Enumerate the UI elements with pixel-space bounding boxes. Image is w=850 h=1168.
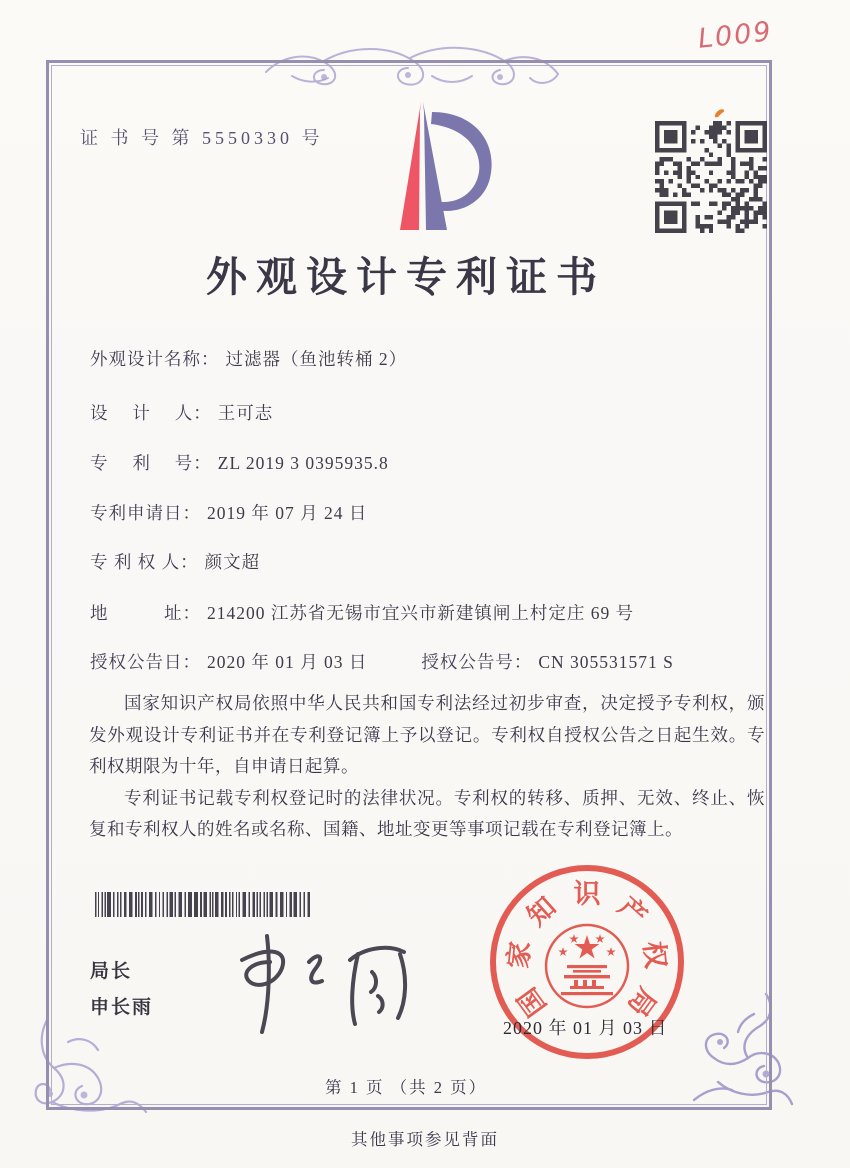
field-value: CN 305531571 S — [538, 652, 674, 672]
svg-text:国: 国 — [511, 982, 553, 1022]
field-patentee — [90, 549, 260, 574]
field-label: 专利申请日： — [90, 503, 201, 523]
field-label: 地 址： — [90, 603, 201, 623]
svg-text:知: 知 — [521, 891, 562, 932]
field-value: 颜文超 — [204, 552, 261, 572]
commissioner-signature — [212, 926, 427, 1038]
field-patent-number — [90, 450, 389, 475]
svg-text:家: 家 — [503, 939, 536, 970]
page-number: 第 1 页 （共 2 页） — [324, 1078, 488, 1097]
field-address — [90, 600, 634, 625]
field-value: 214200 江苏省无锡市宜兴市新建镇闸上村定庄 69 号 — [207, 603, 635, 623]
field-value: 2020 年 01 月 03 日 — [207, 652, 368, 672]
legal-paragraph-2: 专利证书记载专利权登记时的法律状况。专利权的转移、质押、无效、终止、恢复和专利权人的姓名或名称、国籍、地址变更等事项记载在专利登记簿上。 — [89, 787, 765, 839]
field-value: ZL 2019 3 0395935.8 — [217, 453, 389, 473]
field-value: 过滤器（鱼池转桶 2） — [225, 349, 408, 369]
legal-paragraph-1: 国家知识产权局依照中华人民共和国专利法经过初步审查，决定授予专利权，颁发外观设计专利证书并在专利登记簿上予以登记。专利权自授权公告之日起生效。专利权期限为十年，自申请日起算。 — [89, 693, 765, 776]
field-filing-date — [90, 500, 367, 525]
field-label: 外观设计名称： — [90, 349, 220, 369]
field-label: 授权公告号： — [421, 652, 533, 672]
field-label: 设 计 人： — [90, 403, 212, 423]
field-grant-date-and-number — [90, 649, 674, 674]
field-value: 王可志 — [217, 403, 274, 423]
barcode — [95, 892, 311, 917]
back-note: 其他事项参见背面 — [351, 1130, 499, 1149]
field-design-name — [90, 346, 407, 371]
svg-text:识: 识 — [573, 879, 601, 909]
field-label: 专 利 号： — [90, 453, 212, 473]
legal-text — [89, 688, 765, 846]
svg-text:产: 产 — [612, 891, 653, 932]
commissioner-name: 申长雨 — [90, 997, 154, 1018]
orange-fleck — [712, 106, 726, 120]
svg-text:局: 局 — [621, 982, 663, 1022]
certificate-number: 证 书 号 第 5550330 号 — [80, 128, 324, 148]
seal-date: 2020 年 01 月 03 日 — [503, 1018, 668, 1038]
field-value: 2019 年 07 月 24 日 — [207, 503, 368, 523]
commissioner-title: 局长 — [90, 961, 133, 982]
field-designer — [90, 400, 273, 425]
handwritten-note: L009 — [696, 16, 774, 55]
field-label: 专 利 权 人： — [90, 552, 199, 572]
svg-text:权: 权 — [638, 939, 671, 970]
certificate-title: 外观设计专利证书 — [206, 254, 606, 300]
qr-code — [655, 121, 767, 233]
field-label: 授权公告日： — [90, 652, 201, 672]
cnipa-logo-icon — [336, 96, 508, 238]
